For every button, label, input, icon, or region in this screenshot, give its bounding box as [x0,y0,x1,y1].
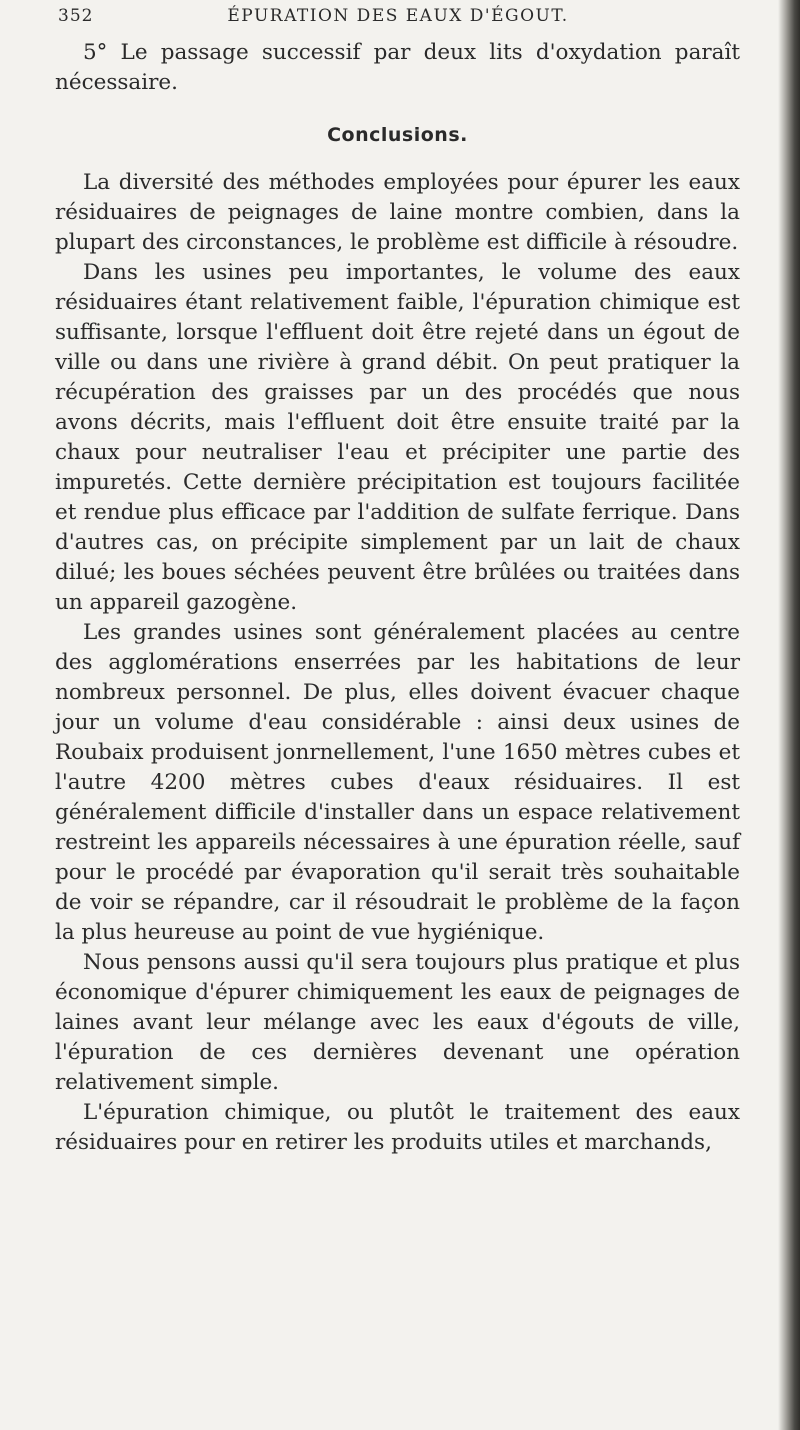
page-number: 352 [58,6,94,26]
paragraph: La diversité des méthodes employées pour épurer les eaux résiduaires de peignages de laine montre combien, dans la plupart des circonstances, le problème est difficile à résoudre. [55,170,740,255]
running-title: ÉPURATION DES EAUX D'ÉGOUT. [227,6,569,26]
page-header [58,6,738,32]
paragraph: L'épuration chimique, ou plutôt le traitement des eaux résiduaires pour en retirer les produits utiles et marchands, [55,1100,740,1155]
paragraph: Les grandes usines sont généralement placées au centre des agglomérations enserrées par les habitations de leur nombreux personnel. De plus, elles doivent évacuer chaque jour un volume d'eau considérable : ainsi deux usines de Roubaix produisent jonrnellement, l'une 1650 mètres cubes et l'autre 4200 mètres cubes d'eaux résiduaires. Il est généralement difficile d'installer dans un espace relativement restreint les appareils nécessaires à une épuration réelle, sauf pour le procédé par évaporation qu'il serait très souhaitable de voir se répandre, car il résoudrait le problème de la façon la plus heureuse au point de vue hygiénique. [55,620,740,945]
paragraph: Nous pensons aussi qu'il sera toujours plus pratique et plus économique d'épurer chimiquement les eaux de peignages de laines avant leur mélange avec les eaux d'égouts de ville, l'épuration de ces dernières devenant une opération relativement simple. [55,950,740,1095]
paragraph: Dans les usines peu importantes, le volume des eaux résiduaires étant relativement faible, l'épuration chimique est suffisante, lorsque l'effluent doit être rejeté dans un égout de ville ou dans une rivière à grand débit. On peut pratiquer la récupération des graisses par un des procédés que nous avons décrits, mais l'effluent doit être ensuite traité par la chaux pour neutraliser l'eau et précipiter une partie des impuretés. Cette dernière précipitation est toujours facilitée et rendue plus efficace par l'addition de sulfate ferrique. Dans d'autres cas, on précipite simplement par un lait de chaux dilué; les boues séchées peuvent être brûlées ou traitées dans un appareil gazogène. [55,260,740,615]
page-body [55,38,740,1158]
section-heading: Conclusions. [327,124,468,146]
intro-item: 5° Le passage successif par deux lits d'oxydation paraît nécessaire. [55,40,740,95]
page-edge-shadow [778,0,800,1430]
